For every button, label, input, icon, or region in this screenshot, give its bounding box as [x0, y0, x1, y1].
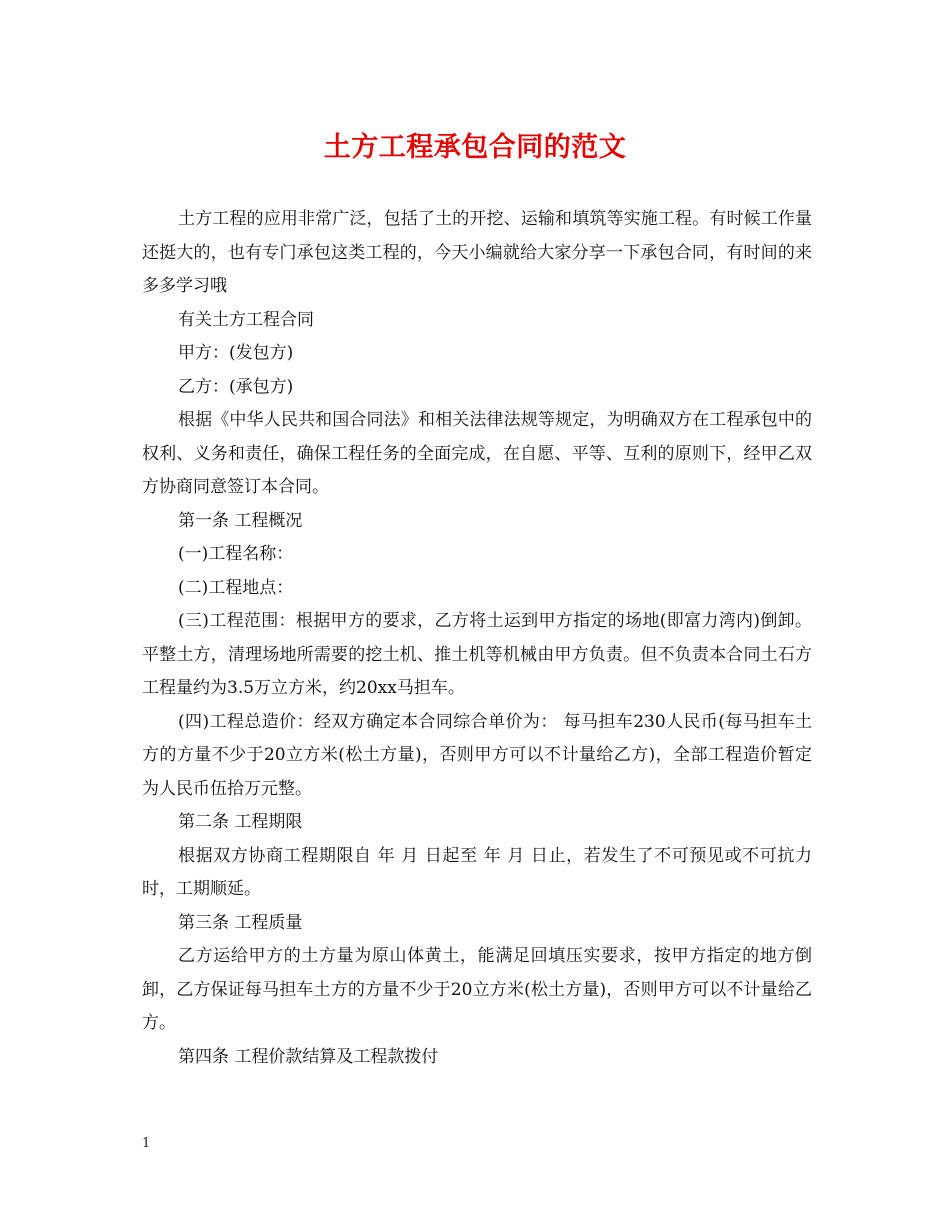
article-1-heading: 第一条 工程概况 [178, 510, 303, 531]
paragraph-intro: 土方工程的应用非常广泛，包括了土的开挖、运输和填筑等实施工程。有时候工作量还挺大的，也有专门承包这类工程的，今天小编就给大家分享一下承包合同，有时间的来多多学习哦 [142, 209, 812, 296]
paragraph-party-a: 甲方：(发包方) [178, 343, 294, 363]
project-name-line: (一)工程名称： [178, 544, 294, 564]
page-number: 1 [142, 1136, 151, 1151]
article-4-heading: 第四条 工程价款结算及工程款拨付 [178, 1046, 439, 1067]
document-body [142, 203, 812, 1074]
article-3-heading: 第三条 工程质量 [178, 912, 303, 933]
project-location-line: (二)工程地点： [178, 577, 294, 598]
paragraph-preamble: 根据《中华人民共和国合同法》和相关法律法规等规定，为明确双方在工程承包中的权利、义务和责任，确保工程任务的全面完成，在自愿、平等、互利的原则下，经甲乙双方协商同意签订本合同。 [142, 410, 812, 497]
project-quality-paragraph: 乙方运给甲方的土方量为原山体黄土，能满足回填压实要求，按甲方指定的地方倒卸，乙方保证每马担车土方的方量不少于20立方米(松土方量)，否则甲方可以不计量给乙方。 [142, 946, 812, 1033]
paragraph-contract-heading: 有关土方工程合同 [178, 309, 314, 330]
document-title: 土方工程承包合同的范文 [323, 132, 627, 163]
paragraph-party-b: 乙方：(承包方) [178, 376, 294, 397]
project-period-paragraph: 根据双方协商工程期限自 年 月 日起至 年 月 日止，若发生了不可预见或不可抗力时，工期顺延。 [142, 845, 812, 899]
project-price-paragraph: (四)工程总造价：经双方确定本合同综合单价为： 每马担车230人民币(每马担车土方的方量不少于20立方米(松土方量)，否则甲方可以不计量给乙方)，全部工程造价暂定为人民币伍拾万元整。 [142, 711, 812, 799]
article-2-heading: 第二条 工程期限 [178, 812, 303, 832]
project-scope-paragraph: (三)工程范围：根据甲方的要求，乙方将土运到甲方指定的场地(即富力湾内)倒卸。平整土方，清理场地所需要的挖土机、推土机等机械由甲方负责。但不负责本合同土石方工程量约为3.5万立方米，约20xx马担车。 [142, 611, 812, 698]
